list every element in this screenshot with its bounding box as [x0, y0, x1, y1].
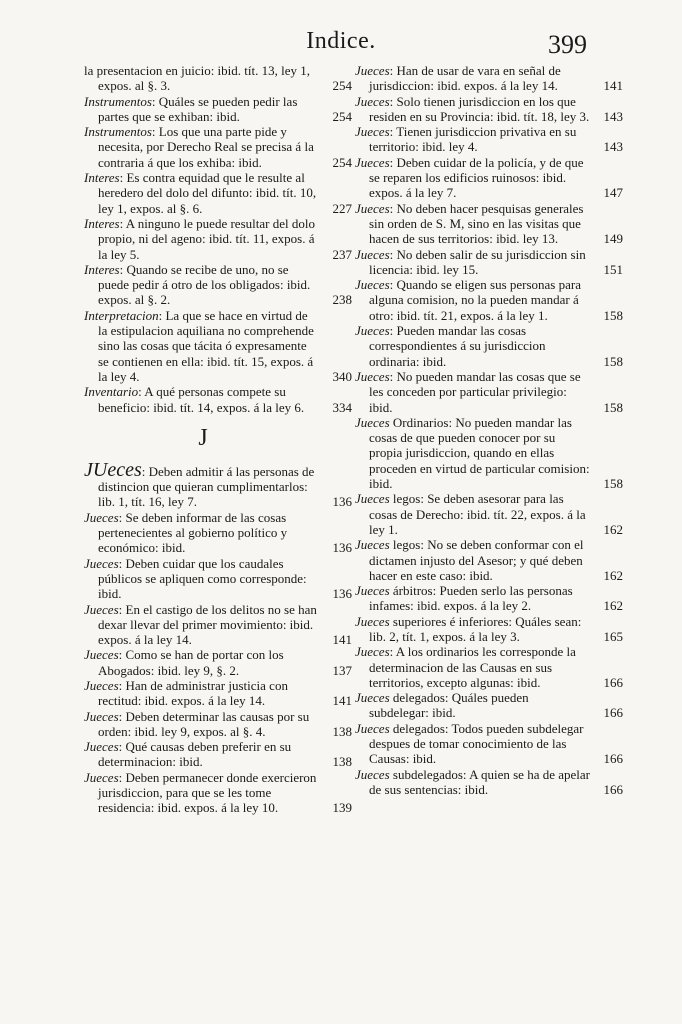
- entry-heading: Instrumentos: [84, 93, 152, 109]
- entry-text: : Se deben informar de las cosas pertenecientes al gobierno político y económico: ibid.: [98, 509, 288, 556]
- index-entry: [355, 63, 623, 94]
- page-reference: 143: [603, 139, 623, 155]
- index-entry: [84, 93, 352, 125]
- index-column-right: [355, 63, 623, 797]
- index-entry: [355, 200, 623, 247]
- entry-text: : Quáles se pueden pedir las partes que se exhiban: ibid.: [98, 93, 298, 124]
- index-entry: [355, 720, 623, 767]
- entry-heading: Interes: [84, 215, 120, 231]
- page-reference: 136: [332, 540, 352, 556]
- entry-heading: Jueces: [355, 613, 390, 629]
- entry-text: : Qué causas deben preferir en su determinacion: ibid.: [98, 739, 292, 770]
- entry-text: : Han de usar de vara en señal de jurisdiccion: ibid. expos. á la ley 14.: [369, 63, 561, 94]
- index-column-left: [84, 63, 352, 816]
- entry-text: superiores é inferiores: Quáles sean: lib. 2, tít. 1, expos. á la ley 3.: [369, 613, 582, 644]
- entry-text: : Han de administrar justicia con rectitud: ibid. expos. á la ley 14.: [98, 677, 288, 709]
- entry-heading: Jueces: [84, 601, 119, 617]
- page-reference: 147: [603, 185, 623, 201]
- index-entry: [355, 277, 623, 323]
- index-entry: [84, 458, 352, 510]
- page-reference: 166: [603, 674, 623, 690]
- page-reference: 151: [603, 261, 623, 277]
- page-reference: 138: [332, 723, 352, 739]
- entry-heading: Instrumentos: [84, 124, 152, 140]
- entry-heading: Jueces: [84, 708, 119, 724]
- index-entry: [355, 154, 623, 201]
- index-entry: [84, 739, 352, 770]
- entry-text: legos: No se deben conformar con el dictamen injusto del Asesor; y qué deben hacer en este caso: ibid.: [369, 537, 584, 583]
- page-reference: 158: [603, 353, 623, 369]
- entry-heading: Jueces: [355, 93, 390, 109]
- entry-heading: Interpretacion: [84, 307, 159, 323]
- page-reference: 166: [603, 705, 623, 721]
- page-title: Indice.: [306, 28, 376, 54]
- entry-text: : No pueden mandar las cosas que se les conceden por particular privilegio: ibid.: [369, 368, 581, 415]
- entry-text: : Pueden mandar las cosas correspondientes á su jurisdiccion ordinaria: ibid.: [369, 323, 546, 369]
- page-reference: 254: [332, 108, 352, 124]
- page-reference: 137: [332, 662, 352, 678]
- entry-heading: Jueces: [355, 583, 390, 599]
- entry-heading: Jueces: [355, 414, 390, 430]
- page-reference: 254: [332, 78, 352, 94]
- index-entry: [84, 384, 352, 415]
- page-reference: 138: [332, 754, 352, 770]
- entry-text: : Es contra equidad que le resulte al heredero del dolo del difunto: ibid. tít. 10, ley 1, expos. al §. 6.: [98, 170, 317, 216]
- entry-text: subdelegados: A quien se ha de apelar de sus sentencias: ibid.: [369, 766, 590, 797]
- entry-text: : Deben determinar las causas por su orden: ibid. ley 9, expos. al §. 4.: [98, 708, 310, 739]
- index-entry: [84, 555, 352, 602]
- index-entry: [84, 601, 352, 648]
- entry-heading: Jueces: [355, 154, 390, 170]
- entry-text: Ordinarios: No pueden mandar las cosas de que pueden conocer por su propia jurisdiccion, quando en ellas proceden en virtud de particular comision: ibid.: [369, 414, 590, 492]
- page-reference: 141: [332, 632, 352, 648]
- index-entry: [355, 644, 623, 690]
- entry-heading: Jueces: [355, 323, 390, 339]
- page-reference: 334: [332, 399, 352, 415]
- entry-heading: Jueces: [355, 537, 390, 553]
- entry-heading: Jueces: [84, 739, 119, 755]
- entry-heading: Interes: [84, 261, 120, 277]
- entry-text: : Quando se recibe de uno, no se puede pedir á otro de los obligados: ibid. expos. al §. 2.: [98, 261, 311, 308]
- entry-heading: Jueces: [355, 63, 390, 78]
- entry-heading: Jueces: [355, 644, 390, 660]
- page-number: 399: [548, 30, 587, 59]
- index-entry: [84, 307, 352, 384]
- entry-heading: Jueces: [355, 124, 390, 140]
- index-entry: [84, 708, 352, 740]
- entry-heading: Jueces: [355, 277, 390, 293]
- entry-text: : En el castigo de los delitos no se han dexar llevar del primer movimiento: ibid. expos. á la ley 14.: [98, 601, 317, 648]
- page-reference: 166: [603, 751, 623, 767]
- entry-heading: Inventario: [84, 384, 139, 400]
- page-reference: 136: [332, 494, 352, 510]
- index-entry: [355, 323, 623, 369]
- page-reference: 136: [332, 586, 352, 602]
- entry-text: : Los que una parte pide y necesita, por Derecho Real se precisa á la contraria á que los exhiba: ibid.: [98, 124, 314, 170]
- entry-text: : Deben permanecer donde exercieron jurisdiccion, para que se les tome residencia: ibid. expos. á la ley 10.: [98, 769, 317, 816]
- page-reference: 158: [603, 307, 623, 323]
- page-reference: 162: [603, 567, 623, 583]
- page-reference: 165: [603, 628, 623, 644]
- index-entry: [355, 613, 623, 645]
- index-entry: [355, 537, 623, 583]
- entry-heading: Jueces: [355, 246, 390, 262]
- entry-text: : Deben admitir á las personas de distincion que quieran cumplimentarlos: lib. 1, tít. 16, ley 7.: [98, 463, 315, 510]
- index-entry: [84, 170, 352, 216]
- entry-text: : Deben cuidar de la policía, y de que se reparen los edificios ruinosos: ibid. expos. á la ley 7.: [369, 154, 584, 201]
- entry-heading: Jueces: [355, 368, 390, 384]
- index-entry: [84, 647, 352, 678]
- entry-text: : A ninguno le puede resultar del dolo propio, ni del ageno: ibid. tít. 11, expos. á la ley 5.: [98, 215, 315, 262]
- index-entry: [84, 124, 352, 170]
- entry-heading: Jueces: [355, 720, 390, 736]
- entry-text: : Deben cuidar que los caudales públicos se apliquen como corresponde: ibid.: [98, 555, 307, 602]
- page-reference: 340: [332, 368, 352, 384]
- entry-heading: Interes: [84, 170, 120, 186]
- index-entry: [84, 215, 352, 262]
- entry-text: la presentacion en juicio: ibid. tít. 13, ley 1, expos. al §. 3.: [84, 63, 311, 94]
- page-reference: 166: [603, 781, 623, 797]
- entry-heading: Jueces: [84, 769, 119, 785]
- entry-heading: Jueces: [84, 677, 119, 693]
- index-entry: [355, 368, 623, 415]
- entry-heading: Jueces: [84, 509, 119, 525]
- index-entry: [355, 491, 623, 537]
- page-reference: 139: [332, 800, 352, 816]
- entry-text: : La que se hace en virtud de la estipulacion aquiliana no comprehende sino las cosas que tácita ó expresamente se contienen en ella: ibid. tít. 15, expos. á la ley 4.: [98, 307, 314, 384]
- entry-heading: Jueces: [355, 690, 390, 706]
- page-reference: 237: [332, 246, 352, 262]
- entry-text: delegados: Todos pueden subdelegar despues de tomar conocimiento de las Causas: ibid.: [369, 720, 584, 767]
- index-entry: [84, 63, 352, 94]
- index-entry: [355, 246, 623, 278]
- page-reference: 158: [603, 399, 623, 415]
- entry-text: árbitros: Pueden serlo las personas infames: ibid. expos. á la ley 2.: [369, 583, 573, 614]
- page-reference: 162: [603, 521, 623, 537]
- entry-text: : Tienen jurisdiccion privativa en su territorio: ibid. ley 4.: [369, 124, 577, 155]
- index-entry: [355, 414, 623, 492]
- page-reference: 158: [603, 476, 623, 492]
- entry-heading: Jueces: [355, 491, 390, 507]
- section-letter: J: [198, 424, 208, 451]
- page-reference: 162: [603, 598, 623, 614]
- page-reference: 143: [603, 108, 623, 124]
- page-reference: 149: [603, 231, 623, 247]
- index-entry: [84, 769, 352, 816]
- page-reference: 238: [332, 292, 352, 308]
- entry-text: : Solo tienen jurisdiccion en los que residen en su Provincia: ibid. tít. 18, ley 3.: [369, 93, 590, 124]
- index-entry: [355, 690, 623, 721]
- entry-text: : A qué personas compete su beneficio: ibid. tít. 14, expos. á la ley 6.: [98, 384, 305, 415]
- entry-heading: Jueces: [84, 555, 119, 571]
- index-entry: [84, 261, 352, 308]
- index-entry: [355, 124, 623, 155]
- entry-heading: Jueces: [355, 766, 390, 782]
- entry-text: legos: Se deben asesorar para las cosas de Derecho: ibid. tít. 22, expos. á la ley 1.: [369, 491, 586, 537]
- page-reference: 141: [603, 78, 623, 94]
- page-reference: 227: [332, 200, 352, 216]
- entry-heading: Jueces: [355, 200, 390, 216]
- index-entry: [355, 583, 623, 614]
- index-entry: [84, 677, 352, 709]
- index-entry: [355, 766, 623, 798]
- entry-heading: JUeces: [84, 458, 142, 481]
- entry-text: : A los ordinarios les corresponde la determinacion de las Causas en sus territorios, excepto algunas: ibid.: [369, 644, 576, 690]
- page-reference: 254: [332, 154, 352, 170]
- entry-text: : Como se han de portar con los Abogados: ibid. ley 9, §. 2.: [98, 647, 284, 678]
- page-reference: 141: [332, 693, 352, 709]
- entry-heading: Jueces: [84, 647, 119, 663]
- entry-text: : Quando se eligen sus personas para alguna comision, no la pueden mandar á otro: ibid. tít. 21, expos. á la ley 1.: [369, 277, 581, 323]
- index-entry: [84, 509, 352, 556]
- index-entry: [355, 93, 623, 125]
- entry-text: : No deben hacer pesquisas generales sin orden de S. M, sino en las visitas que hacen de sus territorios: ibid. ley 13.: [369, 200, 584, 247]
- entry-text: : No deben salir de su jurisdiccion sin licencia: ibid. ley 15.: [369, 246, 586, 277]
- entry-text: delegados: Quáles pueden subdelegar: ibid.: [369, 690, 529, 721]
